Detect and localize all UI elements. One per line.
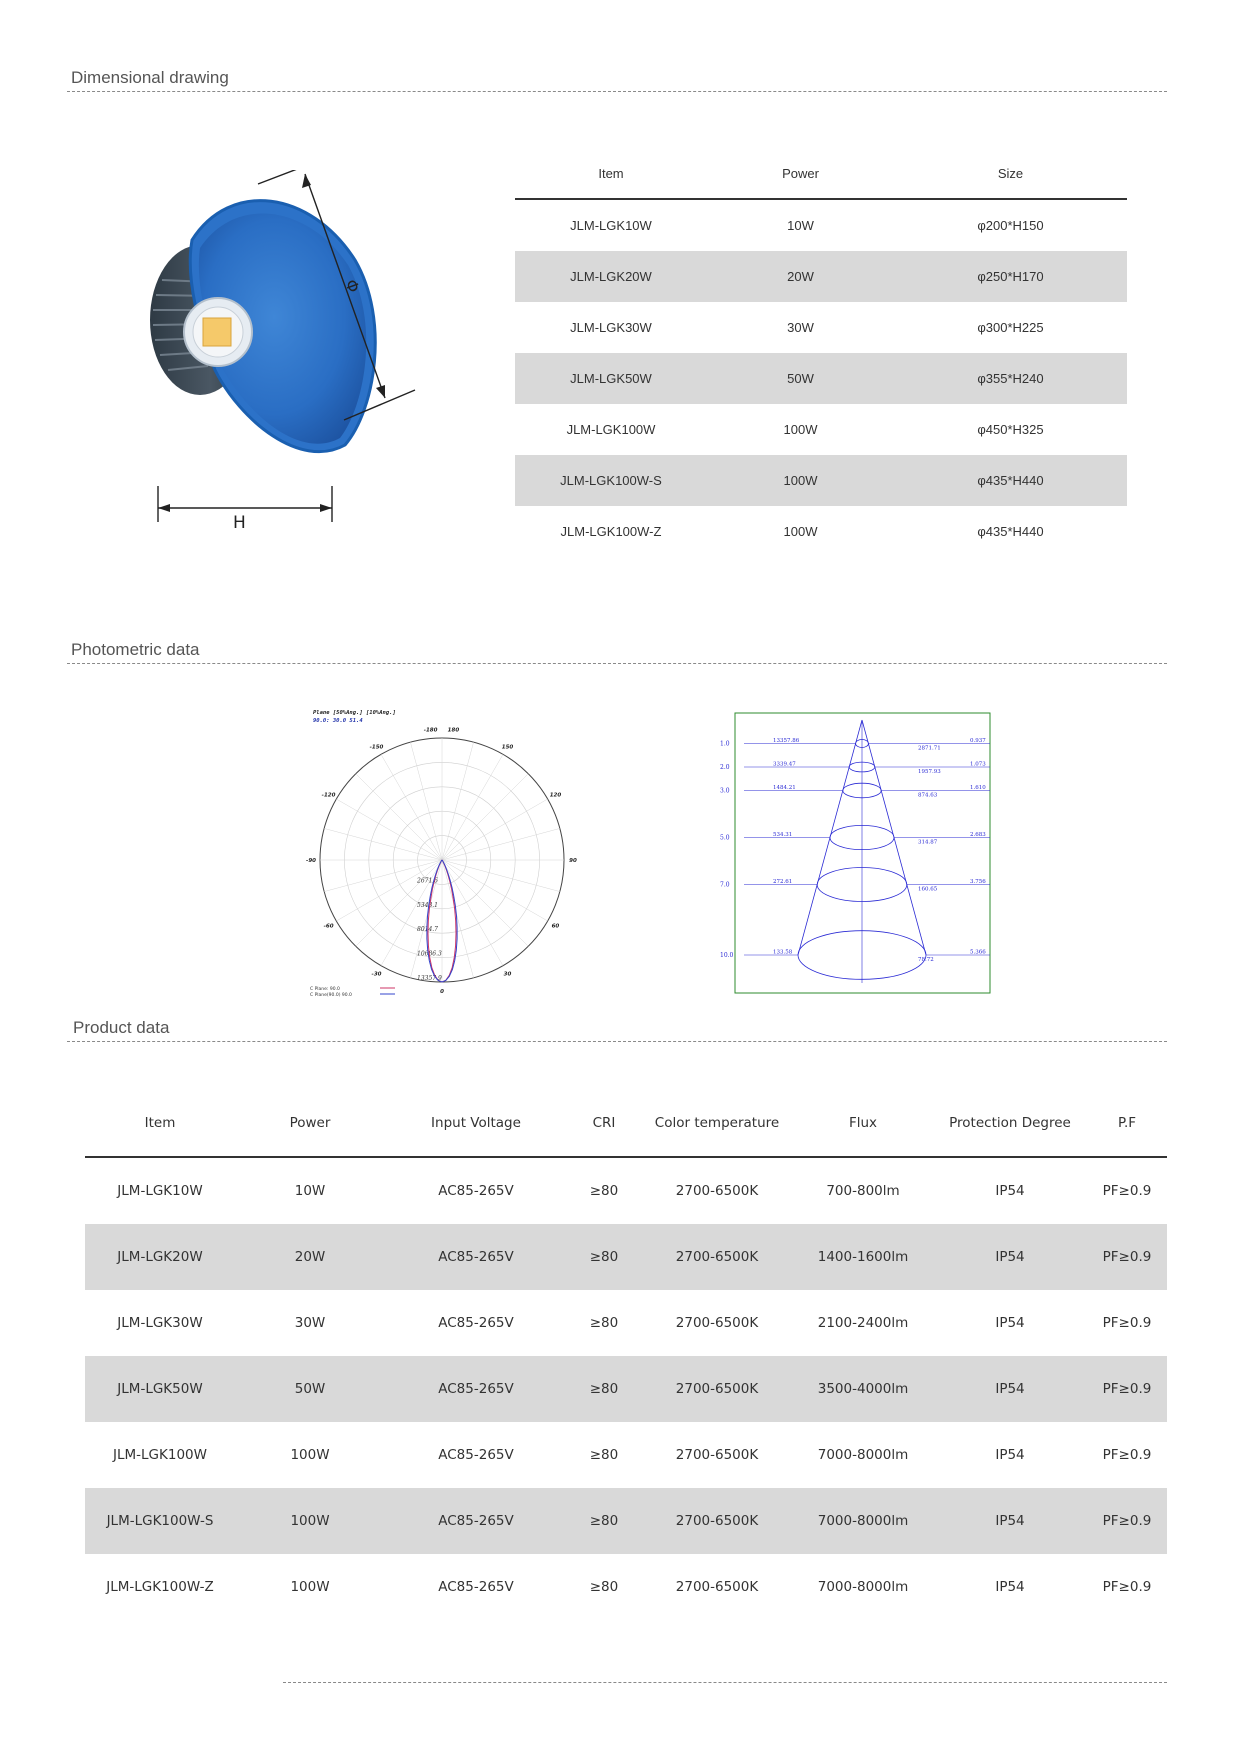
cell-item: JLM-LGK50W bbox=[515, 353, 707, 404]
cell-flux: 3500-4000lm bbox=[793, 1356, 933, 1422]
table-row bbox=[515, 506, 1127, 557]
polar-value-labels bbox=[416, 877, 442, 982]
cone-mid-label: 1957.93 bbox=[918, 769, 941, 775]
cell-cri: ≥80 bbox=[567, 1488, 641, 1554]
table-row bbox=[515, 353, 1127, 404]
cell-cri: ≥80 bbox=[589, 1579, 619, 1595]
polar-spoke bbox=[336, 799, 442, 860]
cell-item: JLM-LGK10W bbox=[117, 1183, 203, 1199]
column-header: Item bbox=[85, 1090, 235, 1157]
polar-spoke bbox=[336, 860, 442, 921]
cell-item: JLM-LGK20W bbox=[85, 1224, 235, 1290]
cell-protection: IP54 bbox=[933, 1488, 1087, 1554]
cone-mid-label: 78.72 bbox=[918, 957, 934, 963]
cell-color-temp: 2700-6500K bbox=[675, 1447, 759, 1463]
cone-mid-label: 2871.71 bbox=[918, 745, 941, 752]
cell-power: 10W bbox=[787, 218, 814, 233]
cell-power: 20W bbox=[235, 1224, 385, 1290]
cell-power: 50W bbox=[235, 1356, 385, 1422]
cone-diameter-label: 5.366 bbox=[970, 949, 986, 956]
cell-color-temp: 2700-6500K bbox=[675, 1579, 759, 1595]
cell-item: JLM-LGK100W bbox=[113, 1447, 207, 1463]
cell-size: φ435*H440 bbox=[894, 455, 1127, 506]
column-header: P.F bbox=[1087, 1090, 1167, 1157]
cell-power: 20W bbox=[707, 251, 894, 302]
table-row bbox=[85, 1290, 1167, 1356]
cell-flux: 700-800lm bbox=[826, 1183, 900, 1199]
cell-power: 50W bbox=[707, 353, 894, 404]
polar-spoke bbox=[442, 860, 503, 966]
polar-angle-label: 90 bbox=[569, 858, 577, 864]
polar-spoke bbox=[442, 754, 503, 860]
table-row bbox=[515, 455, 1127, 506]
section-title-dimensional: Dimensional drawing bbox=[71, 68, 229, 87]
polar-angle-label: 30 bbox=[503, 971, 512, 978]
cell-power: 30W bbox=[294, 1315, 326, 1331]
column-header: Input Voltage bbox=[385, 1090, 567, 1157]
cone-height-label: 3.0 bbox=[720, 787, 730, 795]
cell-voltage: AC85-265V bbox=[385, 1488, 567, 1554]
polar-value-label: 13357.9 bbox=[417, 975, 442, 982]
cell-item: JLM-LGK100W-S bbox=[515, 455, 707, 506]
section-title-photometric: Photometric data bbox=[71, 640, 200, 659]
cone-diameter-label: 0.937 bbox=[970, 738, 986, 744]
cone-diameter-label: 2.683 bbox=[970, 832, 986, 838]
column-header: CRI bbox=[567, 1090, 641, 1157]
cell-color-temp: 2700-6500K bbox=[675, 1183, 759, 1199]
cell-item: JLM-LGK30W bbox=[117, 1315, 203, 1331]
cone-height-label: 1.0 bbox=[720, 740, 730, 748]
cell-power: 30W bbox=[787, 320, 814, 335]
cell-cri: ≥80 bbox=[567, 1224, 641, 1290]
cell-flux: 1400-1600lm bbox=[793, 1224, 933, 1290]
cell-voltage: AC85-265V bbox=[438, 1447, 514, 1463]
cell-cri: ≥80 bbox=[589, 1315, 619, 1331]
size-table-header bbox=[515, 148, 1127, 199]
cell-flux: 7000-8000lm bbox=[817, 1447, 909, 1463]
cell-voltage: AC85-265V bbox=[438, 1315, 514, 1331]
cell-color-temp: 2700-6500K bbox=[641, 1488, 793, 1554]
polar-spoke bbox=[442, 742, 474, 860]
cone-lux-label: 1484.21 bbox=[773, 785, 796, 791]
cell-color-temp: 2700-6500K bbox=[675, 1315, 759, 1331]
phi-label: Φ bbox=[341, 276, 364, 296]
led-chip bbox=[203, 318, 231, 346]
cell-power: 100W bbox=[235, 1488, 385, 1554]
cone-lux-label: 534.31 bbox=[773, 832, 793, 838]
polar-spoke bbox=[410, 742, 442, 860]
cell-protection: IP54 bbox=[995, 1579, 1025, 1595]
column-header: Size bbox=[894, 148, 1127, 199]
table-row bbox=[85, 1554, 1167, 1620]
section-divider bbox=[67, 1041, 1167, 1042]
cell-voltage: AC85-265V bbox=[385, 1224, 567, 1290]
polar-header: Plane [50%Ang.] [10%Ang.] bbox=[313, 710, 396, 716]
cell-pf: PF≥0.9 bbox=[1102, 1579, 1152, 1595]
polar-header-values: 90.0: 30.0 51.4 bbox=[313, 718, 363, 724]
polar-spoke bbox=[442, 799, 548, 860]
cell-size: φ300*H225 bbox=[977, 320, 1044, 335]
cone-body bbox=[744, 720, 990, 983]
table-row bbox=[85, 1488, 1167, 1554]
cone-height-label: 2.0 bbox=[720, 764, 730, 771]
polar-angle-label: -60 bbox=[323, 923, 334, 930]
polar-value-label: 8014.7 bbox=[417, 926, 438, 934]
cell-protection: IP54 bbox=[933, 1356, 1087, 1422]
cone-lux-label: 272.61 bbox=[773, 879, 793, 885]
cell-color-temp: 2700-6500K bbox=[641, 1224, 793, 1290]
cell-pf: PF≥0.9 bbox=[1102, 1447, 1152, 1463]
cell-item: JLM-LGK50W bbox=[85, 1356, 235, 1422]
cone-lux-label: 133.58 bbox=[773, 949, 793, 956]
cell-pf: PF≥0.9 bbox=[1102, 1315, 1152, 1331]
cell-item: JLM-LGK20W bbox=[515, 251, 707, 302]
polar-angle-label: 120 bbox=[549, 792, 562, 799]
table-row bbox=[515, 404, 1127, 455]
polar-spoke bbox=[442, 828, 560, 860]
cone-mid-label: 314.87 bbox=[918, 839, 938, 846]
cell-pf: PF≥0.9 bbox=[1087, 1224, 1167, 1290]
column-header: Power bbox=[707, 148, 894, 199]
cell-cri: ≥80 bbox=[567, 1356, 641, 1422]
polar-spoke bbox=[442, 860, 548, 921]
polar-legend-c90: C Plane(90.0) 90.0 bbox=[310, 993, 352, 998]
cell-size: φ435*H440 bbox=[977, 524, 1044, 539]
table-row bbox=[515, 199, 1127, 251]
cone-labels bbox=[720, 738, 986, 963]
cell-cri: ≥80 bbox=[589, 1447, 619, 1463]
cell-protection: IP54 bbox=[995, 1183, 1025, 1199]
polar-intensity-diagram bbox=[305, 705, 580, 1000]
cell-pf: PF≥0.9 bbox=[1087, 1488, 1167, 1554]
polar-legend-c0: C Plane: 90.0 bbox=[310, 987, 340, 992]
column-header: Item bbox=[515, 148, 707, 199]
cell-size: φ200*H150 bbox=[977, 218, 1044, 233]
lamp-dimension-drawing bbox=[140, 170, 450, 540]
table-row bbox=[85, 1422, 1167, 1488]
polar-angle-label: -30 bbox=[371, 971, 382, 978]
cone-diameter-label: 1.073 bbox=[970, 761, 986, 768]
polar-spoke bbox=[442, 860, 560, 892]
cone-lux-label: 13357.86 bbox=[773, 738, 800, 744]
column-header: Color temperature bbox=[641, 1090, 793, 1157]
cell-protection: IP54 bbox=[995, 1315, 1025, 1331]
polar-value-label: 2671.6 bbox=[417, 877, 438, 885]
product-table-header bbox=[85, 1090, 1167, 1157]
cone-mid-label: 874.63 bbox=[918, 792, 938, 799]
column-header: Protection Degree bbox=[933, 1090, 1087, 1157]
cell-flux: 7000-8000lm bbox=[793, 1488, 933, 1554]
h-label: H bbox=[233, 513, 246, 533]
polar-spoke bbox=[381, 754, 442, 860]
size-table bbox=[515, 148, 1127, 557]
cone-height-label: 7.0 bbox=[720, 881, 730, 889]
table-row bbox=[515, 251, 1127, 302]
section-title-product: Product data bbox=[73, 1018, 170, 1037]
product-table bbox=[85, 1090, 1167, 1620]
cell-item: JLM-LGK100W-S bbox=[85, 1488, 235, 1554]
illuminance-cone-diagram bbox=[718, 705, 998, 995]
cone-height-label: 5.0 bbox=[720, 834, 730, 842]
cell-power: 100W bbox=[290, 1447, 330, 1463]
cell-protection: IP54 bbox=[933, 1224, 1087, 1290]
cell-item: JLM-LGK10W bbox=[570, 218, 652, 233]
section-divider bbox=[67, 91, 1167, 92]
column-header: Flux bbox=[793, 1090, 933, 1157]
cell-item: JLM-LGK100W bbox=[566, 422, 656, 437]
polar-spoke bbox=[324, 860, 442, 892]
polar-angle-label: 180 bbox=[447, 727, 460, 734]
polar-spoke bbox=[442, 860, 474, 978]
cell-item: JLM-LGK30W bbox=[570, 320, 652, 335]
polar-spoke bbox=[324, 828, 442, 860]
cell-size: φ355*H240 bbox=[894, 353, 1127, 404]
cone-mid-label: 160.65 bbox=[918, 886, 938, 893]
cell-size: φ450*H325 bbox=[977, 422, 1044, 437]
cell-protection: IP54 bbox=[995, 1447, 1025, 1463]
polar-angle-label: -150 bbox=[369, 744, 384, 751]
table-row bbox=[85, 1157, 1167, 1224]
polar-value-label: 5343.1 bbox=[417, 901, 438, 909]
cone-diameter-label: 1.610 bbox=[970, 785, 986, 791]
cone-height-label: 10.0 bbox=[720, 952, 734, 959]
polar-angle-label: -180 bbox=[423, 727, 438, 734]
cell-power: 10W bbox=[294, 1183, 326, 1199]
table-row bbox=[515, 302, 1127, 353]
cell-cri: ≥80 bbox=[589, 1183, 619, 1199]
cell-power: 100W bbox=[783, 524, 818, 539]
cell-size: φ250*H170 bbox=[894, 251, 1127, 302]
polar-angle-label: 60 bbox=[551, 923, 560, 930]
table-row bbox=[85, 1224, 1167, 1290]
cell-item: JLM-LGK100W-Z bbox=[560, 524, 662, 539]
cell-pf: PF≥0.9 bbox=[1102, 1183, 1152, 1199]
footer-divider bbox=[283, 1682, 1167, 1683]
polar-angle-label: 150 bbox=[501, 744, 514, 751]
cell-item: JLM-LGK100W-Z bbox=[106, 1579, 214, 1595]
cell-power: 100W bbox=[707, 455, 894, 506]
cell-voltage: AC85-265V bbox=[438, 1183, 514, 1199]
polar-angle-label: 0 bbox=[440, 989, 444, 995]
cell-power: 100W bbox=[783, 422, 818, 437]
cell-pf: PF≥0.9 bbox=[1087, 1356, 1167, 1422]
column-header: Power bbox=[235, 1090, 385, 1157]
cone-diameter-label: 3.756 bbox=[970, 879, 986, 885]
cell-color-temp: 2700-6500K bbox=[641, 1356, 793, 1422]
polar-angle-label: -90 bbox=[306, 858, 316, 864]
cell-power: 100W bbox=[290, 1579, 330, 1595]
cell-flux: 2100-2400lm bbox=[817, 1315, 909, 1331]
table-row bbox=[85, 1356, 1167, 1422]
cell-flux: 7000-8000lm bbox=[817, 1579, 909, 1595]
polar-spoke bbox=[442, 774, 528, 860]
section-divider bbox=[67, 663, 1167, 664]
polar-angle-label: -120 bbox=[321, 792, 336, 799]
polar-spoke bbox=[356, 774, 442, 860]
cell-voltage: AC85-265V bbox=[438, 1579, 514, 1595]
cone-lux-label: 3339.47 bbox=[773, 761, 796, 768]
polar-value-label: 10686.3 bbox=[417, 950, 442, 958]
cell-voltage: AC85-265V bbox=[385, 1356, 567, 1422]
